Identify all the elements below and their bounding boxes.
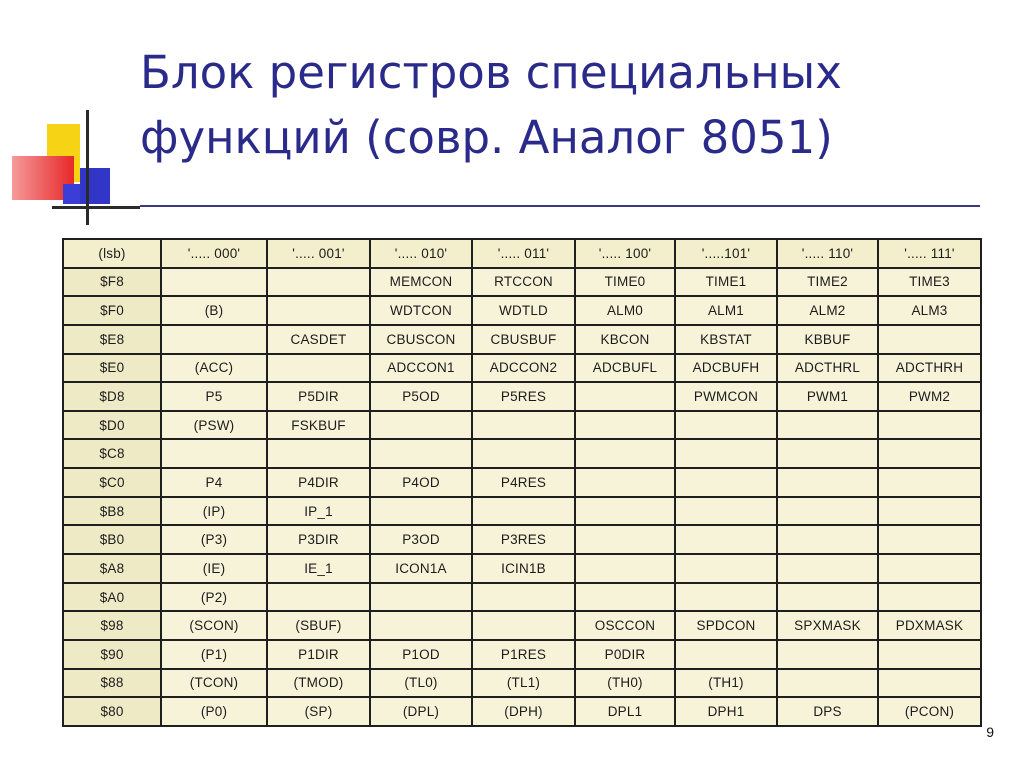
register-cell	[675, 411, 777, 440]
register-cell: ALM2	[777, 296, 878, 325]
register-cell: P5OD	[370, 382, 472, 411]
table-row	[63, 554, 981, 583]
register-cell: MEMCON	[370, 268, 472, 297]
register-cell	[575, 411, 675, 440]
register-cell: P4	[161, 468, 267, 497]
register-cell	[878, 411, 981, 440]
address-cell: $B8	[63, 497, 161, 526]
register-cell	[370, 497, 472, 526]
register-cell: ICON1A	[370, 554, 472, 583]
register-cell: P1DIR	[267, 640, 370, 669]
register-cell: ADCBUFH	[675, 354, 777, 383]
register-cell: (B)	[161, 296, 267, 325]
register-cell: (ACC)	[161, 354, 267, 383]
register-cell: P5	[161, 382, 267, 411]
register-cell: (TL0)	[370, 669, 472, 698]
register-cell: (SCON)	[161, 611, 267, 640]
register-cell: P4OD	[370, 468, 472, 497]
register-cell: ADCCON2	[472, 354, 575, 383]
slide-title-line-2: функций (совр. Аналог 8051)	[140, 111, 833, 164]
register-cell: P3OD	[370, 525, 472, 554]
register-cell	[777, 583, 878, 612]
register-cell: P1RES	[472, 640, 575, 669]
register-cell: TIME3	[878, 268, 981, 297]
register-cell: KBSTAT	[675, 325, 777, 354]
register-cell: P3DIR	[267, 525, 370, 554]
table-row	[63, 669, 981, 698]
register-cell: P4DIR	[267, 468, 370, 497]
blue-square	[80, 168, 110, 204]
register-cell	[575, 468, 675, 497]
register-cell	[472, 439, 575, 468]
register-cell	[267, 268, 370, 297]
register-cell: ALM1	[675, 296, 777, 325]
register-cell	[777, 554, 878, 583]
address-cell: $F8	[63, 268, 161, 297]
sfr-table	[62, 238, 982, 727]
register-cell: CASDET	[267, 325, 370, 354]
register-cell	[472, 411, 575, 440]
register-cell: P5DIR	[267, 382, 370, 411]
register-cell	[675, 497, 777, 526]
register-cell	[777, 468, 878, 497]
table-row	[63, 382, 981, 411]
register-cell: WDTLD	[472, 296, 575, 325]
register-cell: DPH1	[675, 697, 777, 726]
header-row	[63, 239, 981, 268]
register-cell	[370, 411, 472, 440]
register-cell	[878, 525, 981, 554]
register-cell: SPXMASK	[777, 611, 878, 640]
address-cell: $98	[63, 611, 161, 640]
register-cell: (TH0)	[575, 669, 675, 698]
register-cell: ADCTHRL	[777, 354, 878, 383]
table-row	[63, 697, 981, 726]
register-cell: P3RES	[472, 525, 575, 554]
register-cell: (PSW)	[161, 411, 267, 440]
address-cell: $C0	[63, 468, 161, 497]
table-row	[63, 611, 981, 640]
register-cell: ALM3	[878, 296, 981, 325]
register-cell: FSKBUF	[267, 411, 370, 440]
table-row	[63, 268, 981, 297]
register-cell: ADCTHRH	[878, 354, 981, 383]
register-cell	[675, 583, 777, 612]
header-cell: '..... 010'	[370, 239, 472, 268]
register-cell: DPS	[777, 697, 878, 726]
register-cell	[267, 296, 370, 325]
register-cell: (IP)	[161, 497, 267, 526]
register-cell	[777, 497, 878, 526]
register-cell: (P1)	[161, 640, 267, 669]
register-cell: TIME2	[777, 268, 878, 297]
register-cell: DPL1	[575, 697, 675, 726]
address-cell: $80	[63, 697, 161, 726]
register-cell	[575, 439, 675, 468]
register-cell: P1OD	[370, 640, 472, 669]
register-cell: OSCCON	[575, 611, 675, 640]
register-cell	[267, 439, 370, 468]
address-cell: $90	[63, 640, 161, 669]
register-cell	[161, 439, 267, 468]
header-cell: '.....101'	[675, 239, 777, 268]
register-cell	[161, 325, 267, 354]
register-cell: (P0)	[161, 697, 267, 726]
header-cell: '..... 110'	[777, 239, 878, 268]
register-cell: ADCBUFL	[575, 354, 675, 383]
register-cell: WDTCON	[370, 296, 472, 325]
register-cell: SPDCON	[675, 611, 777, 640]
register-cell: PWM2	[878, 382, 981, 411]
register-cell: (IE)	[161, 554, 267, 583]
register-cell	[575, 583, 675, 612]
register-cell: ADCCON1	[370, 354, 472, 383]
header-cell: '..... 000'	[161, 239, 267, 268]
register-cell	[675, 439, 777, 468]
register-cell: PWMCON	[675, 382, 777, 411]
register-cell: TIME0	[575, 268, 675, 297]
table-row	[63, 525, 981, 554]
register-cell: IP_1	[267, 497, 370, 526]
register-cell: P5RES	[472, 382, 575, 411]
register-cell: (P3)	[161, 525, 267, 554]
register-cell: (DPL)	[370, 697, 472, 726]
register-cell	[161, 268, 267, 297]
register-cell	[675, 468, 777, 497]
header-cell: '..... 001'	[267, 239, 370, 268]
register-cell	[878, 640, 981, 669]
register-cell: CBUSBUF	[472, 325, 575, 354]
slide-title	[140, 40, 1010, 170]
register-cell: (TCON)	[161, 669, 267, 698]
decorative-logo	[0, 110, 140, 230]
register-cell	[575, 497, 675, 526]
register-cell	[575, 554, 675, 583]
register-cell	[675, 554, 777, 583]
address-cell: $D8	[63, 382, 161, 411]
table-row	[63, 497, 981, 526]
register-cell: (DPH)	[472, 697, 575, 726]
register-cell	[370, 439, 472, 468]
page-number: 9	[986, 724, 994, 740]
register-cell	[370, 611, 472, 640]
address-cell: $E0	[63, 354, 161, 383]
register-cell	[777, 669, 878, 698]
table-row	[63, 411, 981, 440]
register-cell	[878, 669, 981, 698]
header-cell: '..... 100'	[575, 239, 675, 268]
title-divider	[140, 205, 980, 207]
register-cell	[878, 439, 981, 468]
register-cell	[777, 411, 878, 440]
table-row	[63, 640, 981, 669]
register-cell	[777, 439, 878, 468]
register-cell	[267, 354, 370, 383]
register-cell: (PCON)	[878, 697, 981, 726]
register-cell: CBUSCON	[370, 325, 472, 354]
register-cell	[472, 611, 575, 640]
table-row	[63, 296, 981, 325]
register-cell: (TMOD)	[267, 669, 370, 698]
register-cell	[878, 554, 981, 583]
sfr-table-container	[62, 238, 980, 727]
register-cell: P4RES	[472, 468, 575, 497]
slide-title-line-1: Блок регистров специальных	[140, 46, 842, 99]
register-cell	[472, 497, 575, 526]
register-cell: P0DIR	[575, 640, 675, 669]
register-cell	[878, 325, 981, 354]
register-cell: (SP)	[267, 697, 370, 726]
register-cell	[675, 640, 777, 669]
horizontal-line	[52, 206, 140, 209]
register-cell: KBCON	[575, 325, 675, 354]
register-cell: (SBUF)	[267, 611, 370, 640]
address-cell: $C8	[63, 439, 161, 468]
register-cell: KBBUF	[777, 325, 878, 354]
header-cell: '..... 111'	[878, 239, 981, 268]
register-cell: TIME1	[675, 268, 777, 297]
address-cell: $A8	[63, 554, 161, 583]
register-cell	[878, 583, 981, 612]
register-cell	[472, 583, 575, 612]
header-cell: '..... 011'	[472, 239, 575, 268]
table-row	[63, 325, 981, 354]
address-cell: $E8	[63, 325, 161, 354]
register-cell	[878, 497, 981, 526]
table-row	[63, 354, 981, 383]
address-cell: $A0	[63, 583, 161, 612]
register-cell: (TL1)	[472, 669, 575, 698]
register-cell: (P2)	[161, 583, 267, 612]
register-cell	[777, 640, 878, 669]
header-cell: (lsb)	[63, 239, 161, 268]
address-cell: $D0	[63, 411, 161, 440]
register-cell: ICIN1B	[472, 554, 575, 583]
address-cell: $88	[63, 669, 161, 698]
register-cell	[675, 525, 777, 554]
address-cell: $F0	[63, 296, 161, 325]
table-row	[63, 439, 981, 468]
register-cell: PWM1	[777, 382, 878, 411]
table-row	[63, 468, 981, 497]
register-cell: (TH1)	[675, 669, 777, 698]
register-cell	[370, 583, 472, 612]
table-row	[63, 583, 981, 612]
register-cell: RTCCON	[472, 268, 575, 297]
register-cell: PDXMASK	[878, 611, 981, 640]
register-cell	[878, 468, 981, 497]
register-cell: IE_1	[267, 554, 370, 583]
register-cell: ALM0	[575, 296, 675, 325]
register-cell	[575, 382, 675, 411]
register-cell	[575, 525, 675, 554]
register-cell	[777, 525, 878, 554]
register-cell	[267, 583, 370, 612]
address-cell: $B0	[63, 525, 161, 554]
